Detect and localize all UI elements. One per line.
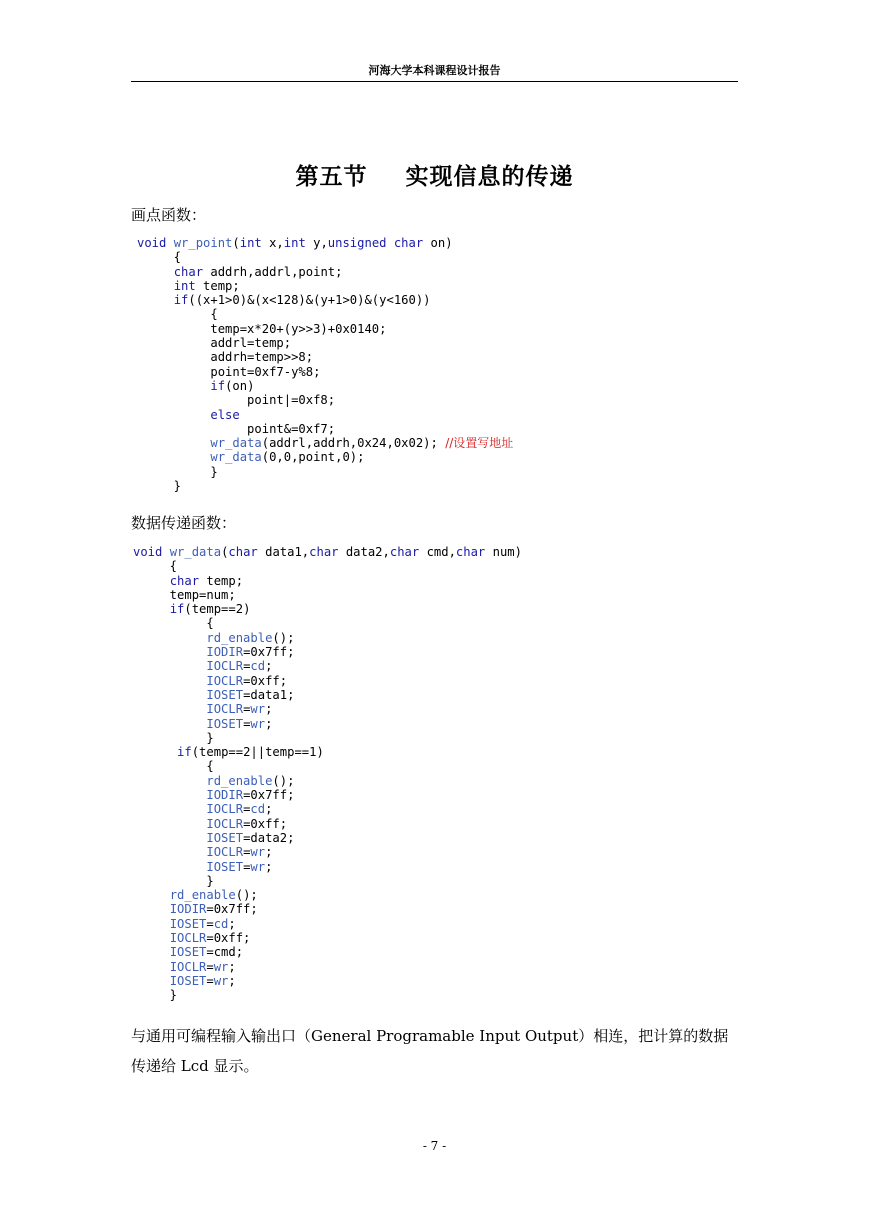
code-line — [133, 674, 522, 688]
code-text: temp; — [195, 278, 240, 293]
code-text: point|=0xf8; — [137, 393, 336, 408]
code-line — [133, 717, 522, 731]
code-line — [137, 307, 513, 321]
code-text: =0x7ff; — [243, 788, 295, 803]
draw-point-label: 画点函数： — [131, 206, 207, 224]
code-text: addrh,addrl,point; — [203, 264, 343, 279]
code-text: point&=0xf7; — [137, 421, 336, 436]
code-token-kw: char — [228, 545, 258, 559]
code-text: cmd, — [419, 545, 456, 559]
code-text: addrl=temp; — [137, 336, 292, 351]
code-text: ; — [228, 916, 236, 931]
code-token-reg: IOCLR — [206, 802, 244, 817]
code-text: { — [137, 307, 218, 322]
page-number: - 7 - — [422, 1139, 447, 1153]
code-text: = — [243, 659, 251, 674]
section-name: 实现信息的传递 — [405, 163, 574, 190]
section-title — [131, 158, 738, 191]
code-text: = — [243, 845, 251, 860]
code-token-reg: cd — [213, 916, 229, 931]
header-divider — [131, 81, 738, 82]
code-token-reg: IODIR — [206, 788, 244, 803]
code-text: { — [137, 250, 182, 265]
code-line — [133, 688, 522, 702]
code-text: ; — [265, 716, 273, 731]
code-text: ; — [265, 802, 273, 817]
code-token-reg: cd — [250, 802, 266, 817]
code-text: = — [243, 859, 251, 874]
code-comment: //设置写地址 — [445, 436, 514, 451]
body-paragraph: 与通用可编程输入输出口（General Programable Input Output）相连，把计算的数据传递给 Lcd 显示。 — [131, 1027, 729, 1075]
code-line — [133, 731, 522, 745]
section-number: 第五节 — [295, 163, 368, 190]
code-line — [133, 659, 522, 673]
code-token-reg: wr — [250, 859, 266, 874]
code-text: =0xff; — [243, 816, 288, 831]
code-text: (temp==2) — [184, 602, 251, 617]
code-text: ; — [265, 859, 273, 874]
code-token-reg: IOCLR — [206, 845, 244, 860]
code-token-fn: rd_enable — [206, 630, 273, 645]
code-line — [137, 436, 513, 450]
code-text: =data1; — [243, 687, 295, 702]
code-text: y, — [305, 236, 328, 250]
code-token-fn: rd_enable — [206, 773, 273, 788]
code-text: =cmd; — [206, 945, 244, 960]
code-text — [137, 265, 174, 279]
code-token-reg: wr — [213, 959, 229, 974]
code-text — [137, 436, 210, 450]
code-text — [133, 631, 206, 645]
code-text — [133, 774, 206, 788]
code-text — [133, 645, 206, 659]
code-text: = — [243, 802, 251, 817]
code-line — [137, 265, 513, 279]
data-transfer-label: 数据传递函数： — [131, 514, 237, 532]
code-token-kw: if — [169, 602, 185, 617]
code-token-kw: char — [309, 545, 339, 559]
code-token-kw: unsigned char — [327, 236, 424, 250]
code-token-kw: void — [133, 545, 170, 559]
code-text: = — [206, 959, 214, 974]
code-text: data1, — [257, 545, 310, 559]
code-token-reg: wr — [250, 716, 266, 731]
code-text: ( — [221, 545, 229, 559]
code-token-reg: cd — [250, 659, 266, 674]
code-token-kw: int — [239, 236, 262, 250]
code-text: (temp==2||temp==1) — [191, 745, 324, 760]
code-text — [133, 945, 170, 959]
code-line — [137, 250, 513, 264]
code-text: { — [133, 559, 178, 574]
code-line — [133, 702, 522, 716]
code-line — [133, 917, 522, 931]
code-text — [133, 817, 206, 831]
code-line — [133, 574, 522, 588]
code-token-kw: void — [137, 236, 174, 250]
code-token-reg: IOCLR — [169, 959, 207, 974]
code-text: ((x+1>0)&(x<128)&(y+1>0)&(y<160)) — [188, 293, 431, 308]
code-line — [137, 350, 513, 364]
code-text — [133, 659, 206, 673]
code-line — [133, 945, 522, 959]
code-line — [133, 931, 522, 945]
code-text: } — [133, 873, 214, 888]
code-text — [133, 931, 170, 945]
code-text: ; — [265, 659, 273, 674]
code-text: (on) — [225, 378, 255, 393]
code-text — [133, 974, 170, 988]
code-text: =data2; — [243, 830, 295, 845]
code-line — [133, 645, 522, 659]
code-line — [133, 802, 522, 816]
code-text: (0,0,point,0); — [261, 450, 365, 465]
code-line — [137, 479, 513, 493]
code-token-kw: int — [283, 236, 306, 250]
code-text: } — [137, 479, 182, 494]
code-line — [137, 393, 513, 407]
code-text: num) — [485, 545, 522, 559]
code-text — [133, 831, 206, 845]
code-text — [137, 379, 210, 393]
code-token-reg: IOSET — [206, 859, 244, 874]
code-token-kw: char — [169, 573, 200, 588]
code-text — [133, 702, 206, 716]
code-text: point=0xf7-y%8; — [137, 364, 321, 379]
code-text: ; — [228, 959, 236, 974]
code-text: temp; — [199, 573, 244, 588]
code-token-reg: IOSET — [169, 945, 207, 960]
code-token-kw: if — [177, 745, 192, 760]
code-line — [133, 960, 522, 974]
code-text — [133, 688, 206, 702]
code-token-reg: IOCLR — [206, 702, 244, 717]
code-text: (addrl,addrh,0x24,0x02); — [261, 436, 446, 451]
code-line — [137, 365, 513, 379]
code-text: =0xff; — [243, 673, 288, 688]
code-text: x, — [261, 236, 284, 250]
code-line — [137, 450, 513, 464]
code-line — [133, 631, 522, 645]
code-text: =0xff; — [206, 931, 251, 946]
running-header: 河海大学本科课程设计报告 — [368, 64, 501, 77]
code-line — [133, 860, 522, 874]
code-token-reg: IOCLR — [206, 673, 244, 688]
code-token-reg: IOCLR — [206, 659, 244, 674]
code-line — [133, 616, 522, 630]
code-line — [133, 588, 522, 602]
code-text: ; — [228, 973, 236, 988]
code-token-kw: if — [173, 293, 189, 308]
code-line — [133, 988, 522, 1002]
code-token-fn: wr_data — [169, 545, 222, 559]
code-text — [133, 845, 206, 859]
code-line — [137, 236, 513, 250]
code-text: (); — [235, 888, 258, 903]
code-text — [133, 574, 170, 588]
code-text — [133, 802, 206, 816]
code-text — [133, 602, 170, 616]
code-text: { — [133, 759, 214, 774]
code-text — [137, 293, 174, 307]
code-token-fn: rd_enable — [169, 888, 236, 903]
code-block-wr-data — [133, 545, 522, 1003]
code-line — [137, 379, 513, 393]
code-block-wr-point — [137, 236, 513, 493]
code-text — [133, 674, 206, 688]
code-line — [137, 422, 513, 436]
code-line — [137, 408, 513, 422]
code-text: =0x7ff; — [206, 902, 258, 917]
code-line — [133, 559, 522, 573]
code-text: temp=x*20+(y>>3)+0x0140; — [137, 321, 387, 336]
code-text: ; — [265, 845, 273, 860]
code-token-reg: wr — [250, 845, 266, 860]
code-line — [133, 902, 522, 916]
code-token-reg: IOSET — [169, 916, 207, 931]
code-token-kw: else — [210, 407, 240, 422]
code-token-kw: char — [173, 264, 204, 279]
code-line — [133, 874, 522, 888]
code-text: } — [133, 730, 214, 745]
code-text — [137, 279, 174, 293]
code-text: data2, — [338, 545, 390, 559]
code-token-reg: IOCLR — [169, 931, 207, 946]
code-token-reg: IODIR — [206, 645, 244, 660]
code-text: = — [206, 973, 214, 988]
code-line — [133, 817, 522, 831]
code-line — [133, 788, 522, 802]
code-token-reg: IOSET — [206, 687, 244, 702]
code-text: temp=num; — [133, 587, 236, 602]
code-line — [133, 774, 522, 788]
code-token-kw: char — [389, 545, 420, 559]
code-text: on) — [423, 236, 453, 250]
code-line — [137, 322, 513, 336]
code-token-reg: wr — [213, 973, 229, 988]
code-token-fn: wr_data — [210, 436, 262, 451]
code-line — [133, 759, 522, 773]
code-text: = — [243, 702, 251, 717]
code-line — [137, 293, 513, 307]
code-token-reg: IOCLR — [206, 816, 244, 831]
code-token-kw: int — [173, 278, 196, 293]
code-text — [133, 960, 170, 974]
code-token-reg: IOSET — [169, 973, 207, 988]
code-token-reg: IODIR — [169, 902, 207, 917]
code-line — [137, 465, 513, 479]
code-line — [137, 279, 513, 293]
code-text: ; — [265, 702, 273, 717]
code-line — [133, 602, 522, 616]
code-line — [133, 845, 522, 859]
code-text — [133, 917, 170, 931]
code-text — [133, 888, 170, 902]
code-text: } — [133, 988, 178, 1003]
code-text: (); — [272, 630, 295, 645]
code-line — [133, 831, 522, 845]
code-line — [133, 545, 522, 559]
code-text — [133, 745, 177, 759]
code-token-kw: char — [455, 545, 486, 559]
code-line — [133, 745, 522, 759]
code-text: { — [133, 616, 214, 631]
code-text: } — [137, 464, 218, 479]
code-text: = — [243, 716, 251, 731]
code-text — [133, 788, 206, 802]
code-text: addrh=temp>>8; — [137, 350, 314, 365]
code-token-reg: IOSET — [206, 716, 244, 731]
code-text — [133, 717, 206, 731]
code-text: (); — [272, 773, 295, 788]
code-token-fn: wr_data — [210, 450, 262, 465]
code-token-reg: IOSET — [206, 830, 244, 845]
code-text — [137, 408, 210, 422]
code-token-kw: if — [210, 378, 226, 393]
code-text — [137, 450, 210, 464]
code-line — [137, 336, 513, 350]
code-line — [133, 974, 522, 988]
code-text: ( — [232, 236, 240, 250]
code-token-fn: wr_point — [173, 236, 233, 250]
code-text: = — [206, 916, 214, 931]
code-text — [133, 902, 170, 916]
code-token-reg: wr — [250, 702, 266, 717]
code-line — [133, 888, 522, 902]
code-text: =0x7ff; — [243, 645, 295, 660]
code-text — [133, 860, 206, 874]
